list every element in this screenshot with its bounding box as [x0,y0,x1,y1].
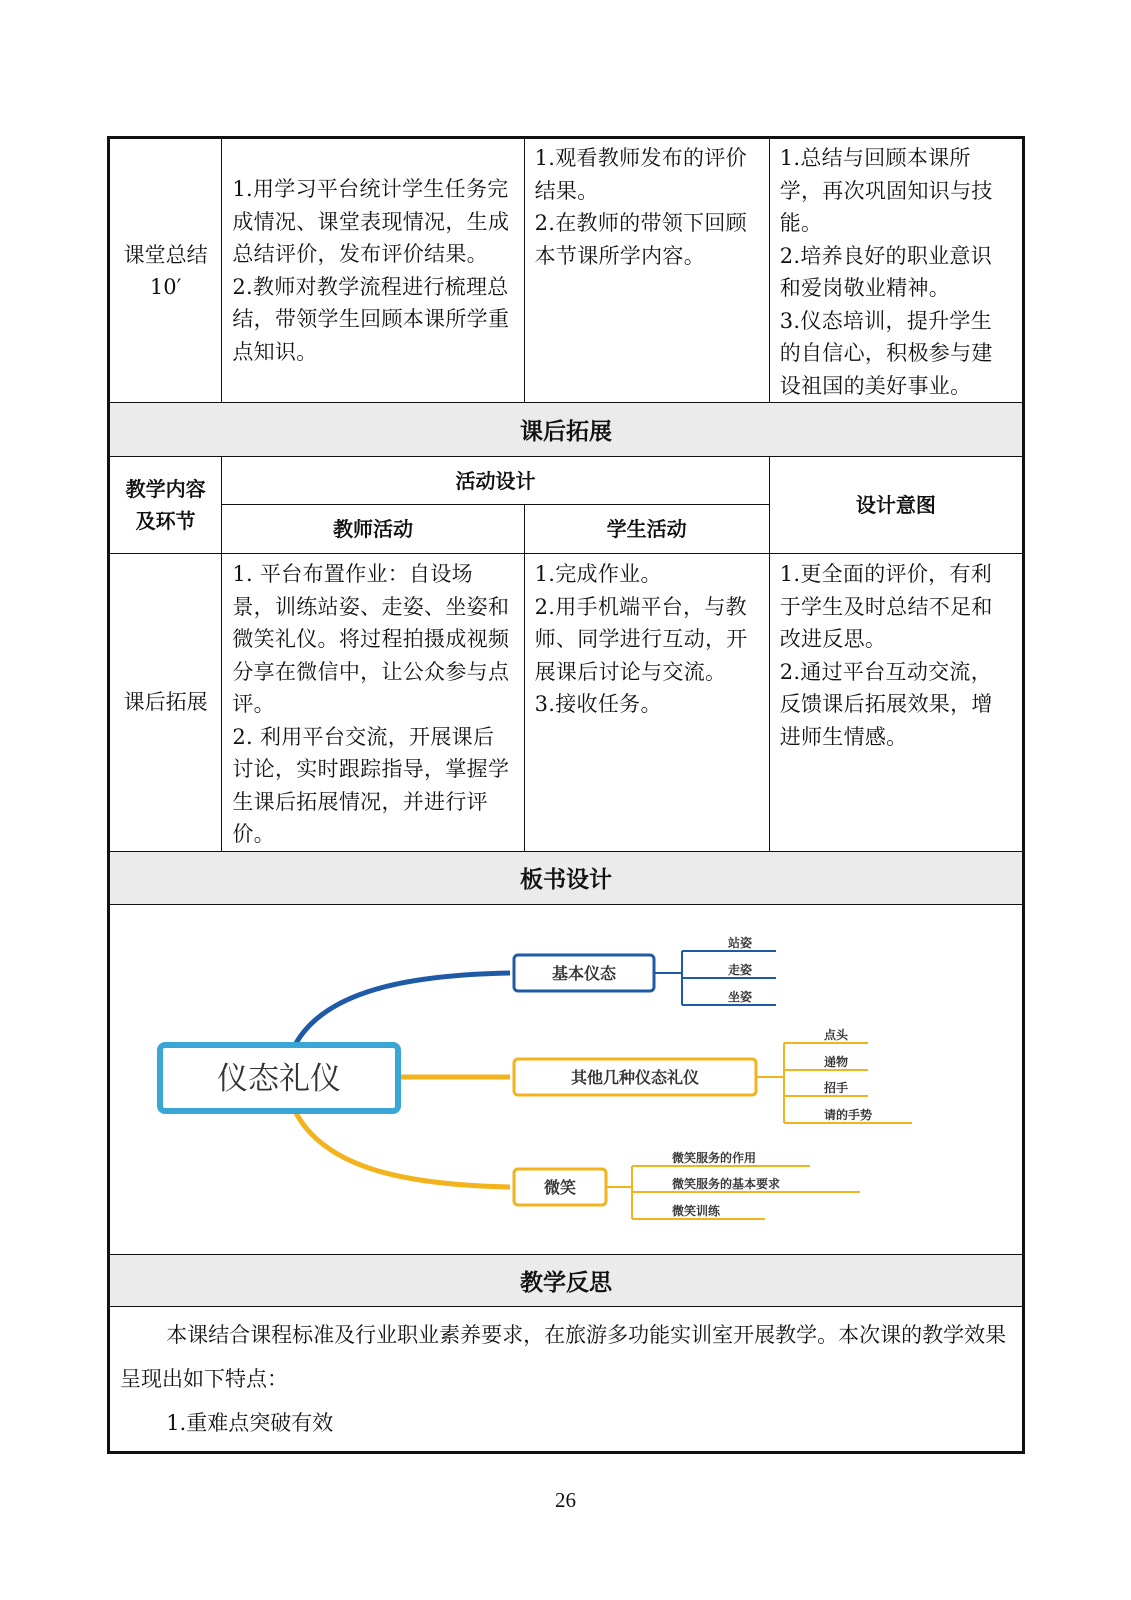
after-class-student-cell [524,554,769,852]
summary-student-item: 1.观看教师发布的评价结果。 [534,146,747,203]
after-class-section-title: 课后拓展 [109,403,1024,457]
summary-student-cell [524,138,769,403]
header-content-col [109,457,222,554]
summary-duration: 10′ [149,274,182,299]
mindmap-leaf: 站姿 [727,935,753,950]
summary-row [109,138,1024,403]
reflection-point: 1.重难点突破有效 [166,1410,334,1435]
mindmap [110,905,1022,1250]
mindmap-leaf: 递物 [824,1054,849,1069]
summary-teacher-item: 2.教师对教学流程进行梳理总结，带领学生回顾本课所学重点知识。 [232,274,510,364]
after-class-teacher-item: 2. 利用平台交流，开展课后讨论，实时跟踪指导，掌握学生课后拓展情况，并进行评价。 [232,724,510,846]
summary-intent-item: 1.总结与回顾本课所学，再次巩固知识与技能。 [779,146,993,235]
after-class-student-item: 2.用手机端平台，与教师、同学进行互动，开展课后讨论与交流。 [534,594,748,684]
mindmap-leaf: 坐姿 [727,989,753,1004]
after-class-intent-cell [769,554,1023,852]
board-design-section-title: 板书设计 [109,851,1024,904]
summary-teacher-cell [222,138,524,403]
summary-teacher-item: 1.用学习平台统计学生任务完成情况、课堂表现情况，生成总结评价，发布评价结果。 [232,177,510,266]
page-number: 26 [555,1488,576,1512]
mindmap-leaf: 请的手势 [824,1107,873,1122]
summary-stage-label: 课堂总结 [123,242,208,267]
mindmap-leaf: 微笑服务的基本要求 [672,1176,781,1191]
after-class-row [109,554,1024,852]
reflection-paragraph: 本课结合课程标准及行业职业素养要求，在旅游多功能实训室开展教学。本次课的教学效果呈现出如下特点： [120,1322,1007,1391]
mindmap-leaf: 点头 [824,1027,849,1042]
header-activity-design: 活动设计 [222,457,769,505]
mindmap-leaf: 走姿 [727,962,753,977]
lesson-plan-table [107,136,1025,1454]
mindmap-connector [295,1111,510,1187]
mindmap-center-label: 仪态礼仪 [217,1060,341,1097]
mindmap-connector [295,973,510,1045]
summary-student-item: 2.在教师的带领下回顾本节课所学内容。 [534,211,747,268]
after-class-intent-item: 1.更全面的评价，有利于学生及时总结不足和改进反思。 [779,562,993,651]
after-class-row-label: 课后拓展 [109,554,222,852]
summary-intent-item: 3.仪态培训，提升学生的自信心，积极参与建设祖国的美好事业。 [779,308,993,398]
header-content-col-label: 教学内容及环节 [125,477,206,533]
summary-intent-cell [769,138,1023,403]
header-student-activity: 学生活动 [524,505,769,554]
mindmap-branch-label: 其他几种仪态礼仪 [570,1067,700,1087]
mindmap-branch-label: 基本仪态 [551,963,617,983]
mindmap-leaf: 招手 [824,1080,849,1095]
after-class-student-item: 3.接收任务。 [534,692,662,716]
reflection-cell [109,1306,1024,1452]
after-class-teacher-cell [222,554,524,852]
after-class-intent-item: 2.通过平台互动交流，反馈课后拓展效果，增进师生情感。 [779,659,993,749]
mindmap-leaf: 微笑服务的作用 [672,1150,757,1165]
mindmap-branch-label: 微笑 [543,1177,577,1197]
after-class-teacher-item: 1. 平台布置作业：自设场景，训练站姿、走姿、坐姿和微笑礼仪。将过程拍摄成视频分享在微信中，让公众参与点评。 [232,562,510,716]
header-design-intent: 设计意图 [769,457,1023,554]
mindmap-cell [109,904,1024,1254]
reflection-section-title: 教学反思 [109,1254,1024,1306]
summary-stage-cell [109,138,222,403]
summary-intent-item: 2.培养良好的职业意识和爱岗敬业精神。 [779,243,993,300]
after-class-student-item: 1.完成作业。 [534,562,662,586]
header-teacher-activity: 教师活动 [222,505,524,554]
mindmap-leaf: 微笑训练 [672,1203,721,1218]
